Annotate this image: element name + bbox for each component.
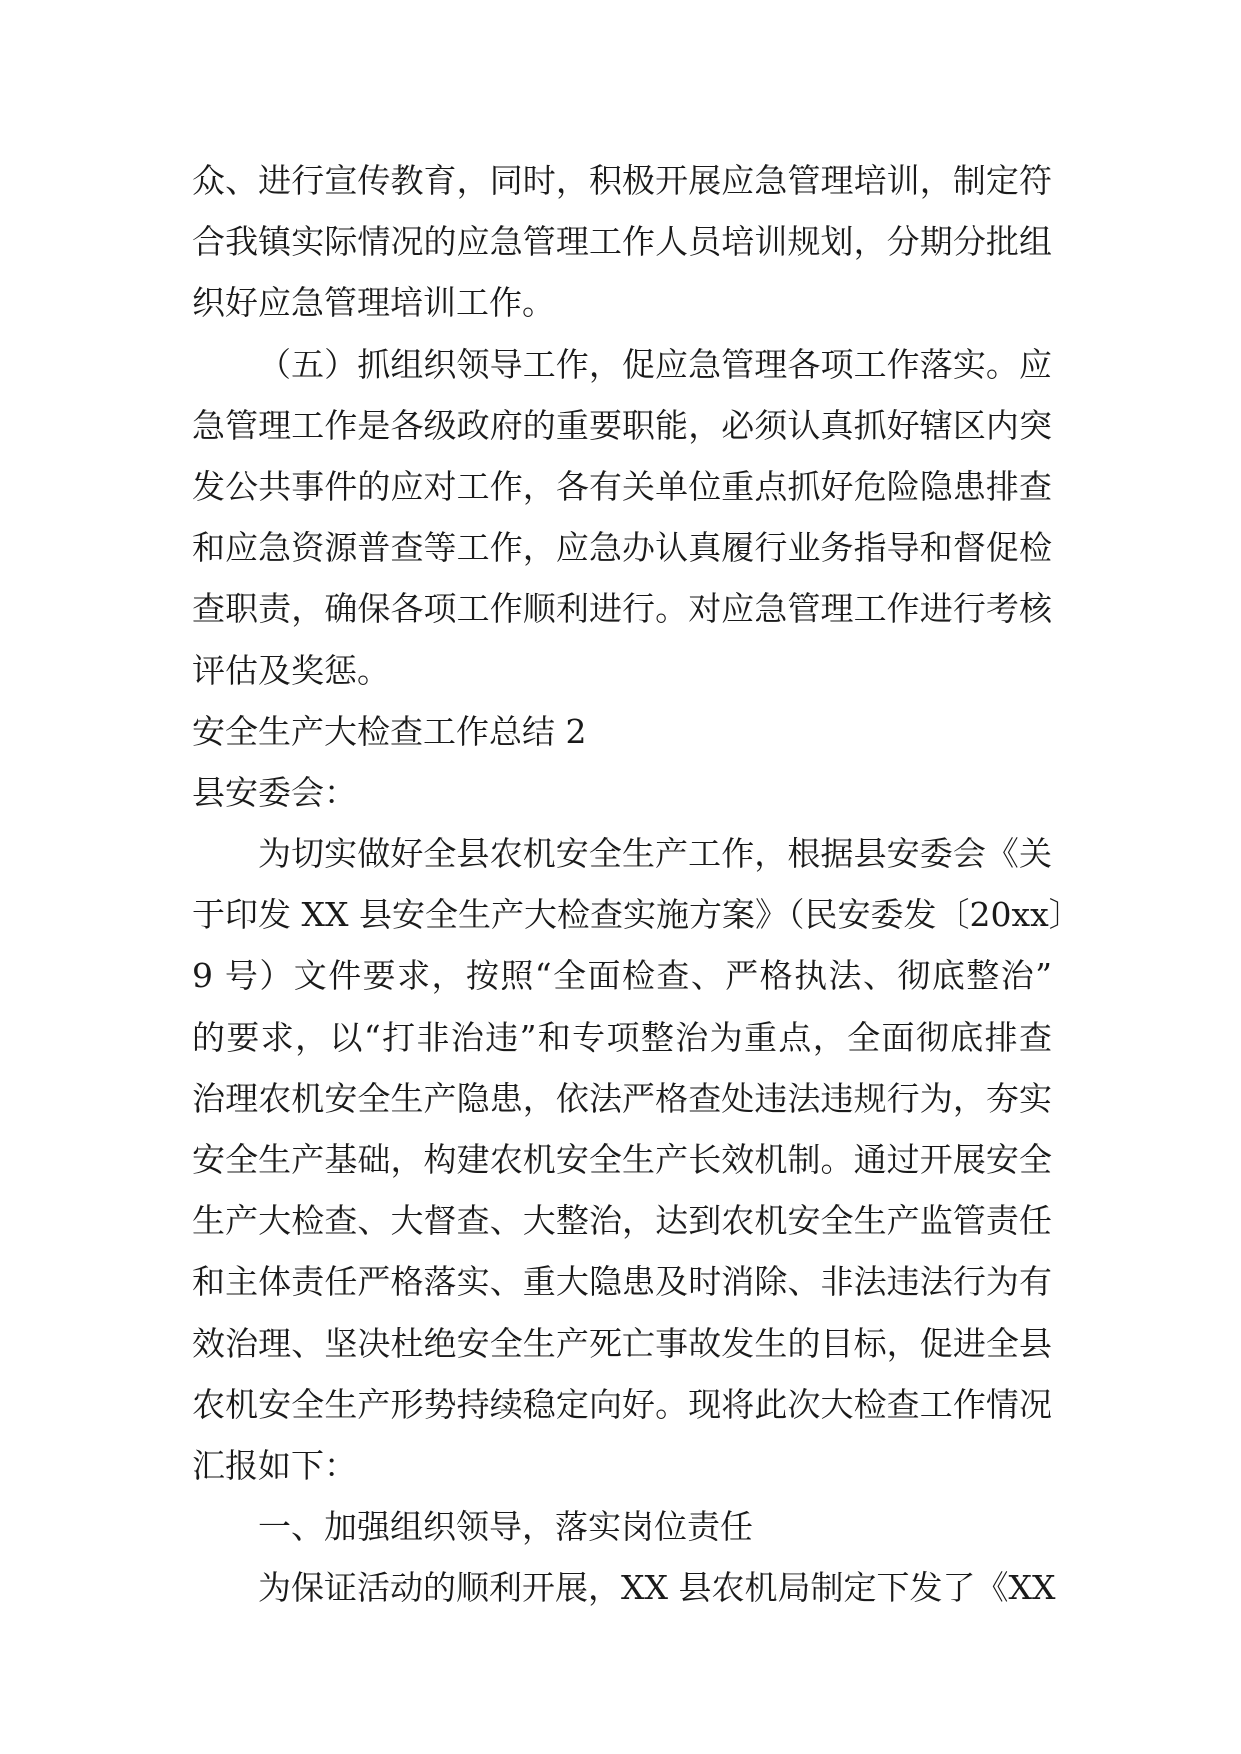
text-line: 和应急资源普查等工作，应急办认真履行业务指导和督促检 [192, 528, 1052, 568]
text-line: 急管理工作是各级政府的重要职能，必须认真抓好辖区内突 [192, 405, 1052, 445]
text-line: 于印发 XX 县安全生产大检查实施方案》（民安委发〔20xx〕 [192, 895, 1082, 935]
text-line: 一、加强组织领导，落实岗位责任 [258, 1507, 753, 1547]
text-line: 为切实做好全县农机安全生产工作，根据县安委会《关 [258, 834, 1052, 874]
text-line: 查职责，确保各项工作顺利进行。对应急管理工作进行考核 [192, 589, 1052, 629]
text-line: 和主体责任严格落实、重大隐患及时消除、非法违法行为有 [192, 1262, 1052, 1302]
text-line: 效治理、坚决杜绝安全生产死亡事故发生的目标，促进全县 [192, 1323, 1052, 1363]
text-line: 为保证活动的顺利开展，XX 县农机局制定下发了《XX [258, 1568, 1056, 1608]
text-line: （五）抓组织领导工作，促应急管理各项工作落实。应 [258, 344, 1052, 384]
text-line: 9 号）文件要求，按照“全面检查、严格执法、彻底整治” [192, 956, 1052, 996]
document-body [192, 150, 1082, 1619]
text-line: 织好应急管理培训工作。 [192, 283, 555, 323]
text-line: 发公共事件的应对工作，各有关单位重点抓好危险隐患排查 [192, 466, 1052, 506]
text-line: 县安委会： [192, 772, 357, 812]
text-line: 众、进行宣传教育，同时，积极开展应急管理培训，制定符 [192, 161, 1052, 200]
text-line: 安全生产大检查工作总结 2 [192, 711, 587, 751]
text-line: 农机安全生产形势持续稳定向好。现将此次大检查工作情况 [192, 1384, 1052, 1424]
text-line: 治理农机安全生产隐患，依法严格查处违法违规行为，夯实 [192, 1078, 1052, 1118]
text-line: 安全生产基础，构建农机安全生产长效机制。通过开展安全 [192, 1140, 1052, 1179]
text-line: 汇报如下： [192, 1445, 357, 1485]
text-line: 的要求，以“打非治违”和专项整治为重点，全面彻底排查 [192, 1017, 1052, 1057]
text-line: 生产大检查、大督查、大整治，达到农机安全生产监管责任 [192, 1201, 1052, 1241]
text-line: 合我镇实际情况的应急管理工作人员培训规划，分期分批组 [192, 222, 1052, 262]
text-line: 评估及奖惩。 [192, 650, 390, 690]
